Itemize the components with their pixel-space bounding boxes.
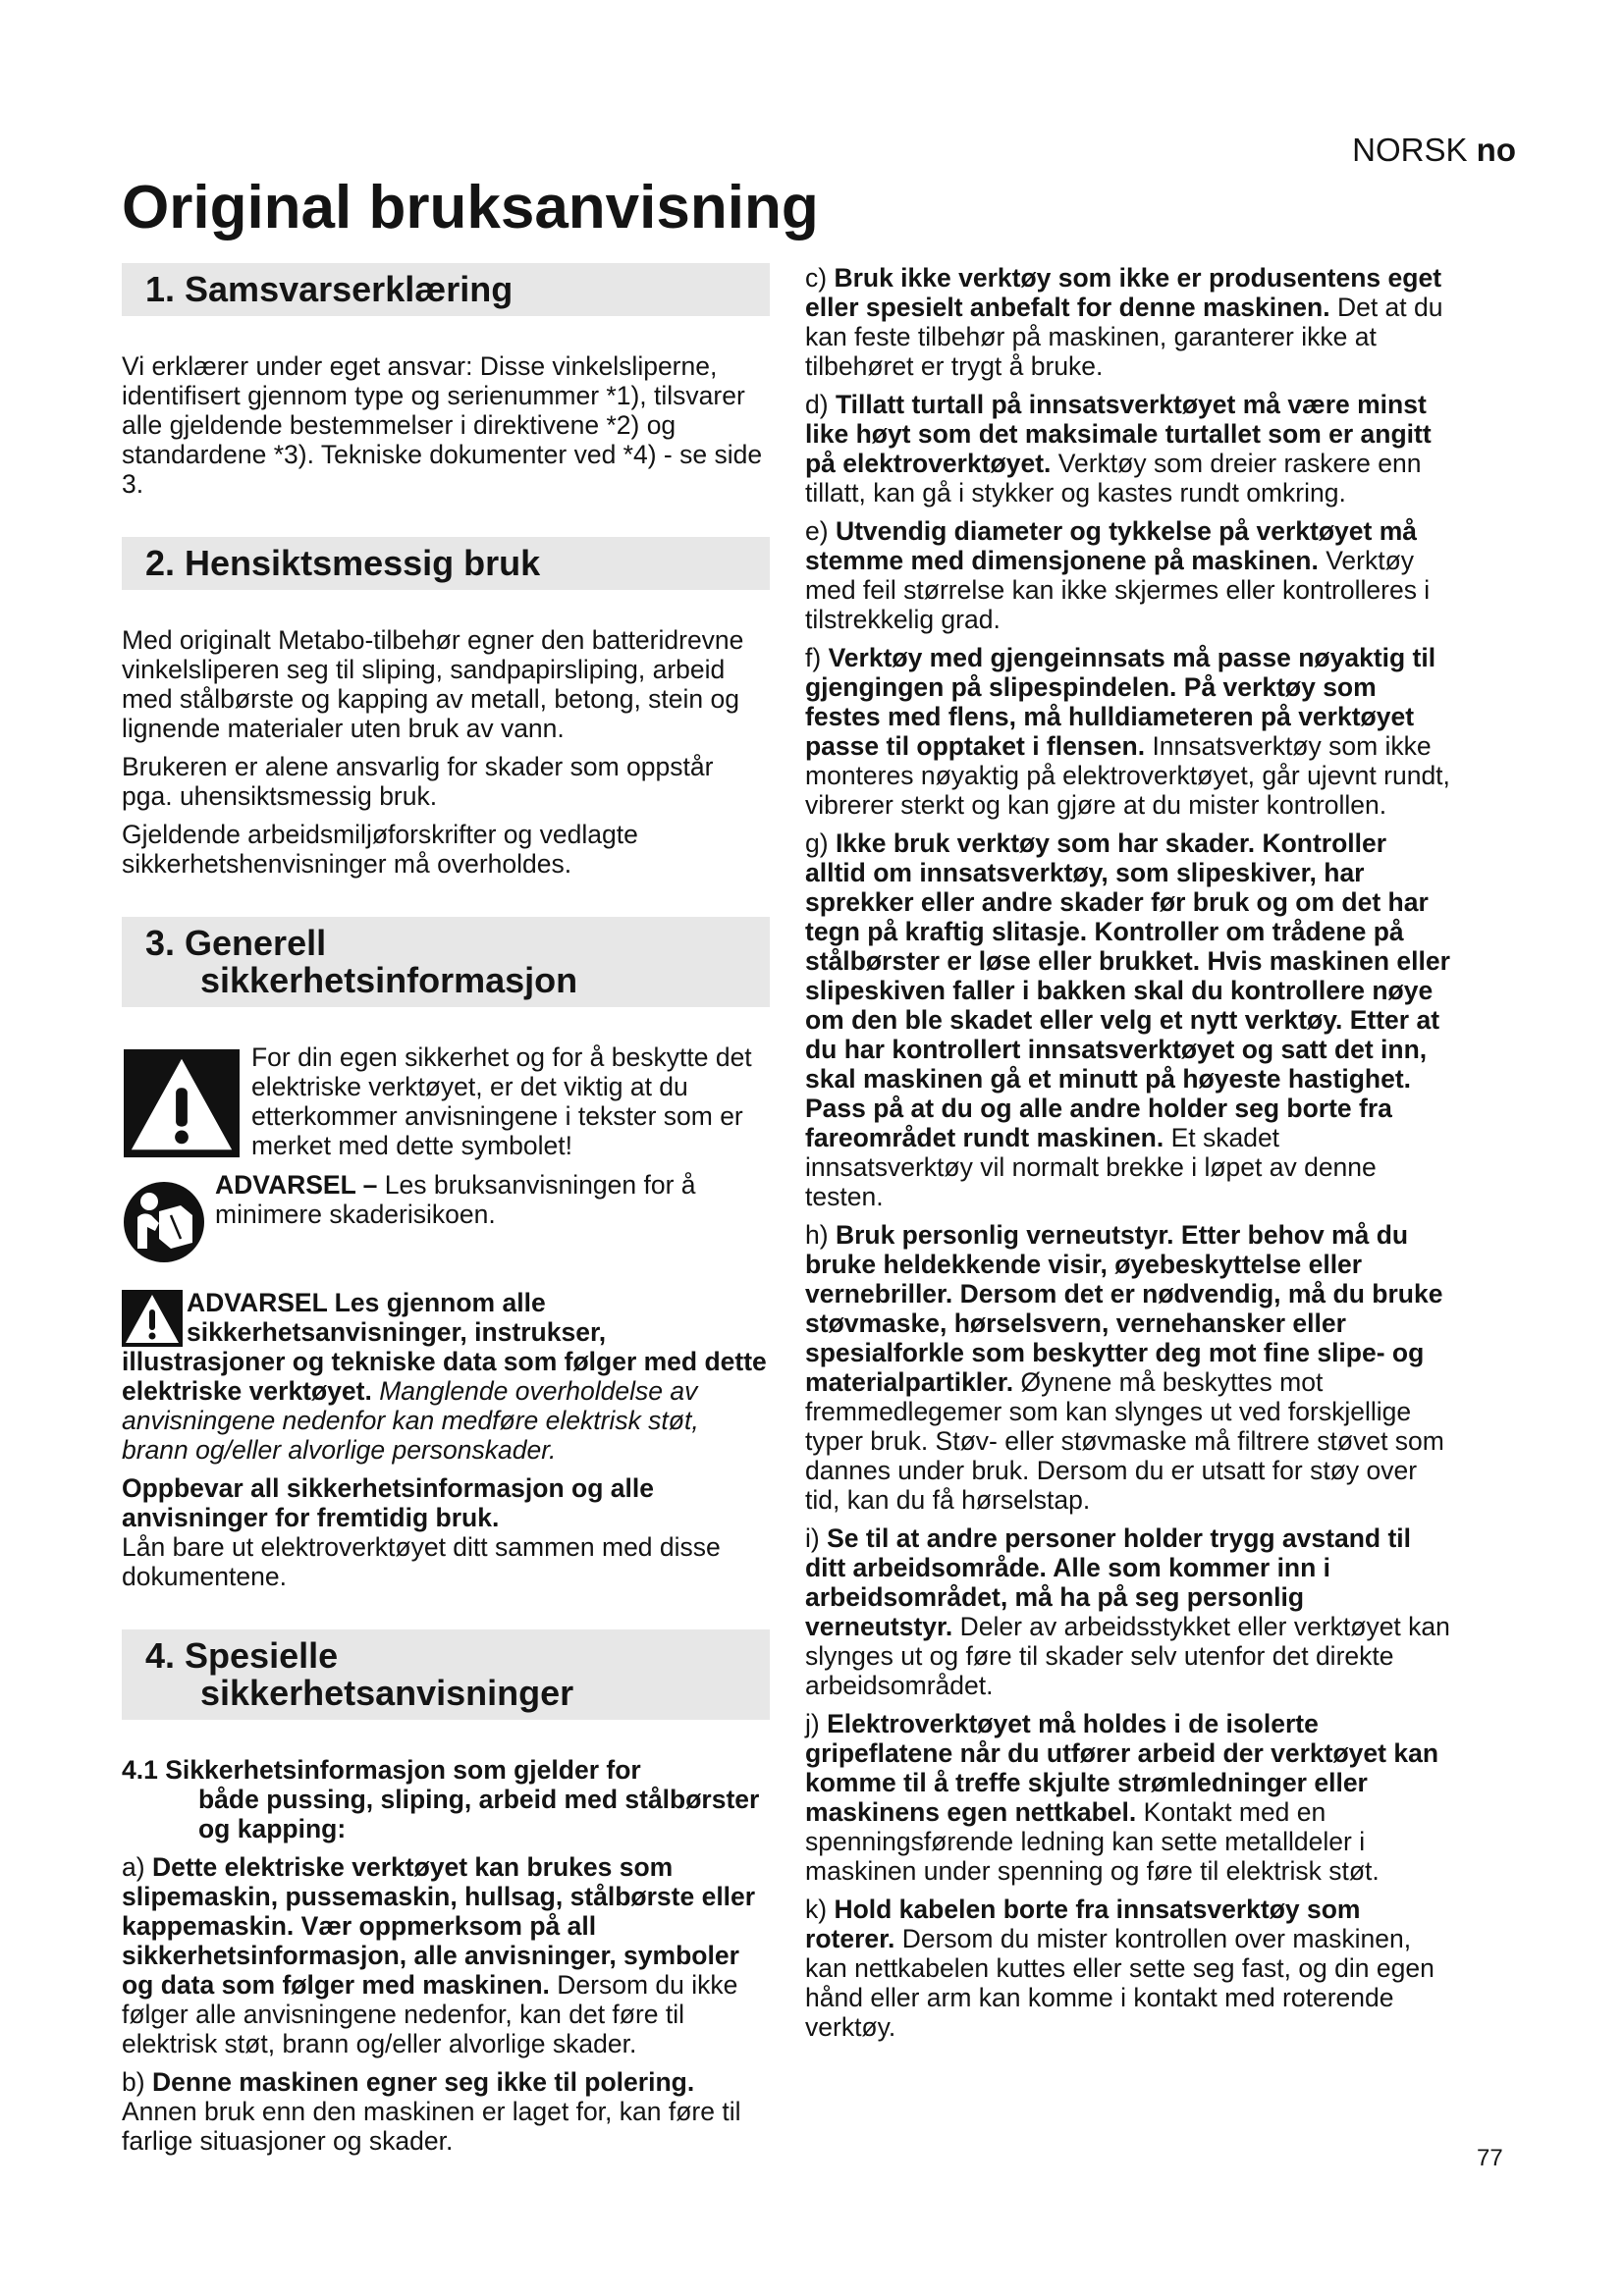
advarsel-2-line-2: sikkerhetsanvisninger, instrukser, (187, 1317, 607, 1347)
item-g-label: g) (805, 828, 836, 858)
advarsel-2-bold: illustrasjoner og tekniske data som følger med dette elektriske verktøyet. (122, 1347, 767, 1406)
item-i-text: Deler av arbeidsstykket eller verktøyet kan slynges ut og føre til skader selv utenfor det direkte arbeidsområdet. (805, 1612, 1450, 1700)
item-j (805, 1709, 1453, 1886)
subsection-4-1-rest: både pussing, sliping, arbeid med stålbørster og kapping: (198, 1785, 760, 1843)
item-i-bold: Se til at andre personer holder trygg avstand til ditt arbeidsområde. Alle som kommer inn i arbeidsområdet, må ha på seg personlig verneutstyr. (805, 1523, 1411, 1641)
item-a (122, 1852, 770, 2058)
item-j-label: j) (805, 1709, 828, 1738)
s3-heading-line-1: 3. Generell (145, 923, 327, 963)
section-4-heading (122, 1629, 770, 1720)
item-g-bold: Ikke bruk verktøy som har skader. Kontroller alltid om innsatsverktøy, som slipeskiver, har sprekker eller andre skader før bruk og om det har tegn på kraftig slitasje. Kontroller om trådene på stålbørster er løse eller brukket. Hvis maskinen eller slipeskiven faller i bakken skal du kontrollere nøye om den ble skadet eller velg et nytt verktøy. Etter at du har kontrollert innsatsverktøyet og satt det inn, skal maskinen gå et minutt på høyeste hastighet. Pass på at du og alle andre holder seg borte fra fareområdet rundt maskinen. (805, 828, 1450, 1152)
left-column (122, 263, 770, 2164)
s3-heading-line-2: sikkerhetsinformasjon (200, 960, 578, 1000)
item-f-bold: Verktøy med gjengeinnsats må passe nøyaktig til gjengingen på slipespindelen. På verktøy som festes med flens, må hulldiameteren på verktøyet passe til opptaket i flensen. (805, 643, 1436, 761)
section-2-heading: 2. Hensiktsmessig bruk (122, 537, 770, 590)
item-d-text: Verktøy som dreier raskere enn tillatt, kan gå i stykker og kastes rundt omkring. (805, 449, 1422, 507)
item-c-text: Det at du kan feste tilbehør på maskinen, garanterer ikke at tilbehøret er trygt å bruke. (805, 293, 1443, 381)
item-h-bold: Bruk personlig verneutstyr. Etter behov må du bruke heldekkende visir, øyebeskyttelse eller vernebriller. Dersom det er nødvendig, må du bruke støvmaske, hørselsvern, vernehansker eller spesialforkle som beskytter deg mot fine slipe- og materialpartikler. (805, 1220, 1443, 1397)
item-k-bold: Hold kabelen borte fra innsatsverktøy som roterer. (805, 1895, 1361, 1953)
item-a-text: Dersom du ikke følger alle anvisningene nedenfor, kan det føre til elektrisk støt, brann og/eller alvorlige skader. (122, 1970, 738, 2058)
item-h-text: Øynene må beskyttes mot fremmedlegemer som kan slynges ut ved forskjellige typer bruk. Støv- eller støvmaske må filtrere støvet som dannes under bruk. Dersom du er utsatt for støy over tid, kan du få hørselstap. (805, 1367, 1444, 1515)
item-a-label: a) (122, 1852, 152, 1882)
subsection-4-1-heading (122, 1755, 770, 1843)
s2-paragraph-2: Brukeren er alene ansvarlig for skader som oppstår pga. uhensiktsmessig bruk. (122, 752, 714, 811)
item-c (805, 263, 1453, 381)
item-b-text: Annen bruk enn den maskinen er laget for, kan føre til farlige situasjoner og skader. (122, 2097, 741, 2156)
item-i-label: i) (805, 1523, 828, 1553)
item-h-label: h) (805, 1220, 836, 1250)
s2-paragraph-1: Med originalt Metabo-tilbehør egner den batteridrevne vinkelsliperen seg til sliping, sandpapirsliping, arbeid med stålbørste og kapping av metall, betong, stein og lignende materialer uten bruk av vann. (122, 625, 744, 743)
advarsel-2-italic: Manglende overholdelse av anvisningene nedenfor kan medføre elektrisk støt, brann og/eller alvorlige personskader. (122, 1376, 699, 1465)
item-d-label: d) (805, 390, 836, 419)
language-name: NORSK (1352, 132, 1468, 168)
section-3-heading (122, 917, 770, 1007)
item-e-label: e) (805, 516, 836, 546)
read-manual-notice (122, 1170, 770, 1258)
s2-paragraph-3: Gjeldende arbeidsmiljøforskrifter og vedlagte sikkerhetshenvisninger må overholdes. (122, 820, 638, 879)
page-number: 77 (1477, 2145, 1503, 2171)
item-f-text: Innsatsverktøy som ikke monteres nøyaktig på elektroverktøyet, går ujevnt rundt, vibrerer sterkt og kan gjøre at du mister kontrollen. (805, 731, 1450, 820)
item-i (805, 1523, 1453, 1700)
advarsel-1-text: Les bruksanvisningen for å minimere skaderisikoen. (215, 1170, 696, 1229)
item-f-label: f) (805, 643, 829, 672)
warning-notice-text: For din egen sikkerhet og for å beskytte det elektriske verktøyet, er det viktig at du etterkommer anvisningene i tekster som er merket med dette symbolet! (251, 1042, 752, 1160)
warning-notice (122, 1042, 770, 1162)
item-j-bold: Elektroverktøyet må holdes i de isolerte gripeflatene når du utfører arbeid der verktøyet kan komme til å treffe skjulte strømledninger eller maskinens egen nettkabel. (805, 1709, 1439, 1827)
item-k-text: Dersom du mister kontrollen over maskinen, kan nettkabelen kuttes eller sette seg fast, og din egen hånd eller arm kan komme i kontakt med roterende verktøy. (805, 1924, 1435, 2042)
item-a-bold: Dette elektriske verktøyet kan brukes som slipemaskin, pussemaskin, hullsag, stålbørste eller kappemaskin. Vær oppmerksom på all sikkerhetsinformasjon, alle anvisninger, symboler og data som følger med maskinen. (122, 1852, 756, 2000)
item-k-label: k) (805, 1895, 835, 1924)
item-b (122, 2067, 770, 2156)
right-column (805, 263, 1453, 2051)
s4-heading-line-2: sikkerhetsanvisninger (200, 1673, 574, 1713)
item-e (805, 516, 1453, 634)
item-c-bold: Bruk ikke verktøy som ikke er produsentens eget eller spesielt anbefalt for denne maskinen. (805, 263, 1442, 322)
section-1-heading: 1. Samsvarserklæring (122, 263, 770, 316)
read-manual-icon (122, 1180, 206, 1264)
keep-instructions-text: Lån bare ut elektroverktøyet ditt sammen med disse dokumentene. (122, 1532, 721, 1591)
item-h (805, 1220, 1453, 1515)
item-c-label: c) (805, 263, 835, 293)
item-b-label: b) (122, 2067, 152, 2097)
item-e-text: Verktøy med feil størrelse kan ikke skjermes eller kontrolleres i tilstrekkelig grad. (805, 546, 1431, 634)
page-title: Original bruksanvisning (122, 174, 819, 241)
language-label (1352, 132, 1516, 169)
item-g-text: Et skadet innsatsverktøy vil normalt brekke i løpet av denne testen. (805, 1123, 1377, 1211)
item-d-bold: Tillatt turtall på innsatsverktøyet må være minst like høyt som det maksimale turtallet som er angitt på elektroverktøyet. (805, 390, 1432, 478)
item-k (805, 1895, 1453, 2042)
item-g (805, 828, 1453, 1211)
keep-instructions (122, 1473, 770, 1591)
advarsel-2-line-1: ADVARSEL Les gjennom alle (187, 1288, 546, 1317)
item-d (805, 390, 1453, 507)
item-b-bold: Denne maskinen egner seg ikke til polering. (151, 2067, 695, 2097)
item-e-bold: Utvendig diameter og tykkelse på verktøyet må stemme med dimensjonene på maskinen. (805, 516, 1417, 575)
advarsel-2 (122, 1288, 770, 1465)
advarsel-1-label: ADVARSEL – (215, 1170, 378, 1200)
s4-heading-line-1: 4. Spesielle (145, 1635, 339, 1676)
language-code: no (1476, 132, 1516, 168)
warning-triangle-icon (124, 1048, 240, 1158)
subsection-4-1-line-1: 4.1 Sikkerhetsinformasjon som gjelder for (122, 1755, 641, 1785)
s1-paragraph: Vi erklærer under eget ansvar: Disse vinkelsliperne, identifisert gjennom type og serienummer *1), tilsvarer alle gjeldende bestemmelser i direktivene *2) og standardene *3). Tekniske dokumenter ved *4) - se side 3. (122, 351, 763, 499)
item-f (805, 643, 1453, 820)
warning-triangle-small-icon (122, 1290, 183, 1347)
keep-instructions-bold: Oppbevar all sikkerhetsinformasjon og alle anvisninger for fremtidig bruk. (122, 1473, 654, 1532)
item-j-text: Kontakt med en spenningsførende ledning kan sette metalldeler i maskinen under spenning og føre til elektrisk støt. (805, 1797, 1380, 1886)
